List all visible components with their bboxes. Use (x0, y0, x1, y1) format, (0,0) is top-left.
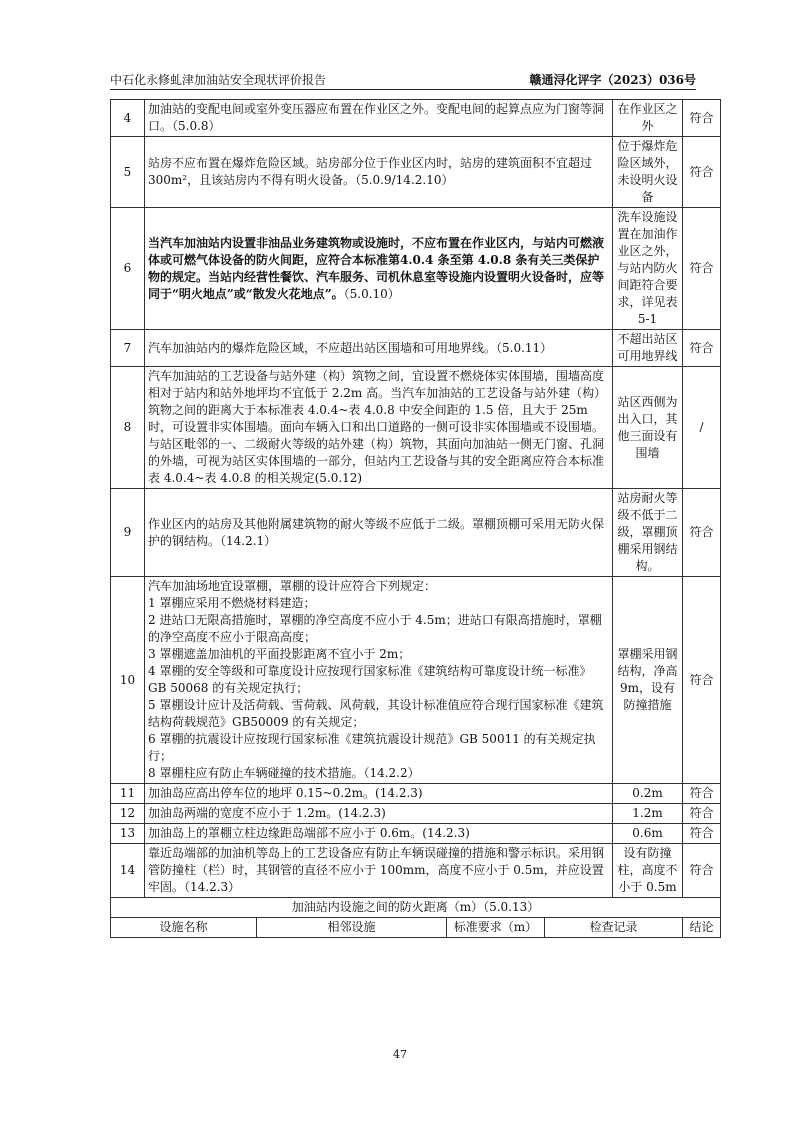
conclusion: 符合 (683, 804, 721, 824)
page-number: 47 (393, 1048, 407, 1061)
table-row (111, 824, 721, 844)
column-header-check-record: 检查记录 (545, 918, 683, 938)
row-number: 12 (111, 804, 145, 824)
check-record: 罩棚采用钢结构，净高 9m，设有防撞措施 (613, 577, 683, 784)
check-record: 设有防撞柱，高度不小于 0.5m (613, 844, 683, 898)
check-record: 在作业区之外 (613, 100, 683, 137)
conclusion: 符合 (683, 844, 721, 898)
requirement-text (145, 577, 613, 784)
row-number: 14 (111, 844, 145, 898)
header-document-number: 赣通浔化评字（2023）036号 (529, 73, 696, 87)
requirement-line: 2 进站口无限高措施时，罩棚的净空高度不应小于 4.5m；进站口有限高措施时，罩棚的净空高度不应小于限高高度； (148, 613, 602, 644)
check-record: 洗车设施设置在加油作业区之外，与站内防火间距符合要求，详见表 5-1 (613, 208, 683, 330)
header-report-title: 中石化永修虬津加油站安全现状评价报告 (110, 73, 327, 87)
requirement-clause: （5.0.10） (343, 286, 400, 301)
table-row (111, 489, 721, 577)
table-row (111, 844, 721, 898)
table-row (111, 100, 721, 137)
table-row (111, 784, 721, 804)
requirement-text: 加油岛上的罩棚立柱边缘距岛端部不应小于 0.6m。(14.2.3) (145, 824, 613, 844)
requirement-line: 4 罩棚的安全等级和可靠度设计应按现行国家标准《建筑结构可靠度设计统一标准》GB 50068 的有关规定执行； (148, 664, 592, 695)
table-row (111, 330, 721, 367)
check-record: 位于爆炸危险区域外，未设明火设备 (613, 137, 683, 208)
row-number: 9 (111, 489, 145, 577)
check-record: 不超出站区可用地界线 (613, 330, 683, 367)
section-title: 加油站内设施之间的防火距离（m）（5.0.13） (111, 898, 721, 918)
conclusion: 符合 (683, 489, 721, 577)
column-header-standard: 标准要求（m） (447, 918, 545, 938)
table-row (111, 367, 721, 489)
requirement-text: 加油岛应高出停车位的地坪 0.15~0.2m。(14.2.3) (145, 784, 613, 804)
conclusion: 符合 (683, 824, 721, 844)
requirement-line: 汽车加油场地宜设罩棚，罩棚的设计应符合下列规定： (148, 579, 437, 593)
check-record: 站区西侧为出入口，其他三面设有围墙 (613, 367, 683, 489)
table-row (111, 208, 721, 330)
table-row (111, 804, 721, 824)
row-number: 11 (111, 784, 145, 804)
requirement-line: 3 罩棚遮盖加油机的平面投影距离不宜小于 2m； (148, 647, 411, 661)
row-number: 10 (111, 577, 145, 784)
requirement-text: 加油站的变配电间或室外变压器应布置在作业区之外。变配电间的起算点应为门窗等洞口。（5.0.8） (145, 100, 613, 137)
column-header-facility: 设施名称 (111, 918, 257, 938)
conclusion: 符合 (683, 577, 721, 784)
table-row (111, 137, 721, 208)
conclusion: 符合 (683, 784, 721, 804)
section-title-row (111, 898, 721, 918)
requirement-text: 靠近岛端部的加油机等岛上的工艺设备应有防止车辆误碰撞的措施和警示标识。采用钢管防撞柱（栏）时，其钢管的直径不应小于 100mm，高度不应小于 0.5m，并应设置牢固。（14.2.3） (145, 844, 613, 898)
row-number: 7 (111, 330, 145, 367)
table-row (111, 577, 721, 784)
requirement-text: 汽车加油站的工艺设备与站外建（构）筑物之间，宜设置不燃烧体实体围墙，围墙高度相对于站内和站外地坪均不宜低于 2.2m 高。当汽车加油站的工艺设备与站外建（构）筑物之间的距离大于本标准表 4.0.4~表 4.0.8 中安全间距的 1.5 倍，且大于 25m 时，可设置非实体围墙。面向车辆入口和出口道路的一侧可设非实体围墙或不设围墙。与站区毗邻的一、二级耐火等级的站外建（构）筑物，其面向加油站一侧无门窗、孔洞的外墙，可视为站区实体围墙的一部分，但站内工艺设备与其的安全距离应符合本标准表 4.0.4~表 4.0.8 的相关规定(5.0.12) (145, 367, 613, 489)
row-number: 6 (111, 208, 145, 330)
safety-check-table (110, 99, 721, 938)
requirement-text: 站房不应布置在爆炸危险区域。站房部分位于作业区内时，站房的建筑面积不宜超过 300m²，且该站房内不得有明火设备。（5.0.9/14.2.10） (145, 137, 613, 208)
requirement-text (145, 208, 613, 330)
requirement-text: 作业区内的站房及其他附属建筑物的耐火等级不应低于二级。罩棚顶棚可采用无防火保护的钢结构。（14.2.1） (145, 489, 613, 577)
check-record: 1.2m (613, 804, 683, 824)
requirement-text: 加油岛两端的宽度不应小于 1.2m。(14.2.3) (145, 804, 613, 824)
conclusion: 符合 (683, 208, 721, 330)
requirement-text: 汽车加油站内的爆炸危险区域，不应超出站区围墙和可用地界线。（5.0.11） (145, 330, 613, 367)
row-number: 13 (111, 824, 145, 844)
requirement-line: 6 罩棚的抗震设计应按现行国家标准《建筑抗震设计规范》GB 50011 的有关规定执行； (148, 732, 596, 763)
requirement-bold-text: 当汽车加油站内设置非油品业务建筑物或设施时，不应布置在作业区内，与站内可燃液体或可燃气体设备的防火间距，应符合本标准第4.0.4 条至第 4.0.8 条有关三类保护物的规定。当站内经营性餐饮、汽车服务、司机休息室等设施内设置明火设备时，应等同于“明火地点”或“散发火花地点”。 (148, 235, 605, 301)
row-number: 8 (111, 367, 145, 489)
conclusion: / (683, 367, 721, 489)
requirement-line: 5 罩棚设计应计及活荷载、雪荷载、风荷载，其设计标准值应符合现行国家标准《建筑结构荷载规范》GB50009 的有关规定； (148, 698, 604, 729)
requirement-line: 1 罩棚应采用不燃烧材料建造； (148, 596, 316, 610)
check-record: 站房耐火等级不低于二级，罩棚顶棚采用钢结构。 (613, 489, 683, 577)
conclusion: 符合 (683, 330, 721, 367)
row-number: 5 (111, 137, 145, 208)
check-record: 0.2m (613, 784, 683, 804)
row-number: 4 (111, 100, 145, 137)
column-header-row (111, 918, 721, 938)
check-record: 0.6m (613, 824, 683, 844)
column-header-conclusion: 结论 (683, 918, 721, 938)
column-header-adjacent-facility: 相邻设施 (257, 918, 447, 938)
conclusion: 符合 (683, 137, 721, 208)
conclusion: 符合 (683, 100, 721, 137)
requirement-line: 8 罩棚柱应有防止车辆碰撞的技术措施。（14.2.2） (148, 766, 420, 780)
page-header (110, 71, 696, 90)
